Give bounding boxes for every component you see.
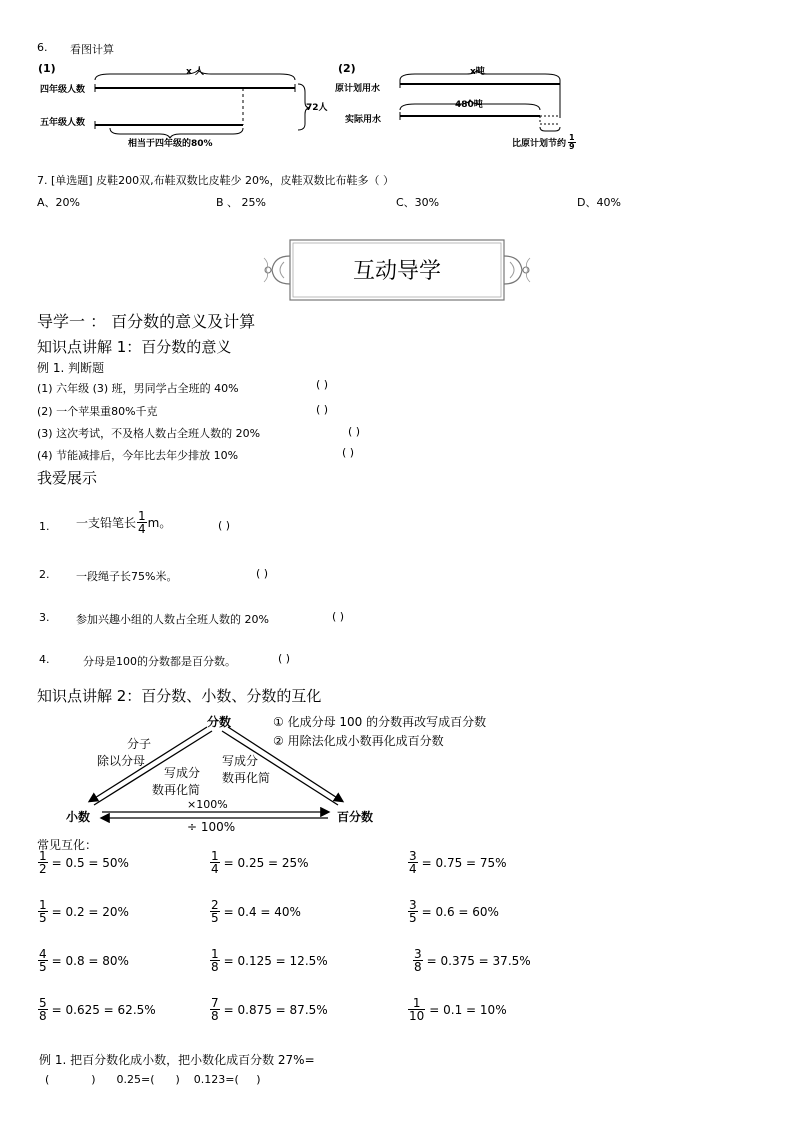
conversion-value: = 0.625 = 62.5% bbox=[51, 1002, 156, 1017]
conversion-value: = 0.875 = 87.5% bbox=[223, 1002, 328, 1017]
q6-p1-note: 相当于四年级的80% bbox=[128, 139, 213, 149]
fraction-numerator: 3 bbox=[409, 849, 417, 863]
show-4-number: 4. bbox=[39, 653, 50, 666]
show-answer-2[interactable]: ( ) bbox=[256, 567, 269, 580]
judge-item-1: (1) 六年级 (3) 班，男同学占全班的 40% bbox=[37, 382, 239, 395]
conversion-fraction bbox=[38, 899, 48, 924]
conversion-value: = 0.2 = 20% bbox=[51, 904, 129, 919]
q6-p1-row1-label: 四年级人数 bbox=[40, 85, 86, 95]
show-title: 我爱展示 bbox=[37, 469, 98, 487]
conversion-value: = 0.5 = 50% bbox=[51, 855, 129, 870]
show-answer-4[interactable]: ( ) bbox=[278, 652, 291, 665]
diagram-right-label-2: 数再化简 bbox=[222, 771, 271, 785]
conversion-item bbox=[210, 899, 301, 924]
fraction-numerator: 5 bbox=[39, 996, 47, 1010]
q6-p2-label: (2) bbox=[338, 62, 356, 75]
show-1-text-pre: 一支铅笔长 bbox=[76, 516, 137, 530]
q6-p1-total-label: 72人 bbox=[306, 103, 328, 113]
fraction-denominator: 5 bbox=[211, 911, 219, 925]
diagram-top-fraction: 分数 bbox=[207, 715, 232, 729]
fraction-denominator: 8 bbox=[211, 1009, 219, 1023]
show-answer-1[interactable]: ( ) bbox=[218, 519, 231, 532]
conversion-fraction bbox=[210, 948, 220, 973]
fraction-numerator: 1 bbox=[39, 849, 47, 863]
section2-title: 知识点讲解 2：百分数、小数、分数的互化 bbox=[37, 687, 322, 705]
diagram-left-decimal: 小数 bbox=[66, 810, 91, 824]
q6-title: 看图计算 bbox=[70, 43, 114, 56]
conversion-value: = 0.4 = 40% bbox=[223, 904, 301, 919]
conversion-fraction bbox=[408, 850, 418, 875]
show-1-text bbox=[76, 510, 171, 535]
fraction-numerator: 1 bbox=[408, 997, 425, 1010]
q6-p2-note bbox=[512, 134, 576, 151]
show-4-text: 分母是100的分数都是百分数。 bbox=[83, 655, 236, 668]
diagram-center-label-2: 数再化简 bbox=[152, 783, 201, 797]
conversion-item bbox=[210, 850, 309, 875]
conversion-fraction bbox=[38, 850, 48, 875]
show-answer-3[interactable]: ( ) bbox=[332, 610, 345, 623]
conversion-item bbox=[38, 850, 129, 875]
fraction-numerator: 7 bbox=[211, 996, 219, 1010]
q7-option-c[interactable]: C、30% bbox=[396, 196, 440, 209]
conversion-value: = 0.1 = 10% bbox=[429, 1002, 507, 1017]
fraction-numerator: 3 bbox=[414, 947, 422, 961]
diagram-multiply-label: ×100% bbox=[187, 798, 228, 811]
diagram-note-1: ① 化成分母 100 的分数再改写成百分数 bbox=[273, 715, 487, 729]
conversion-item bbox=[408, 850, 507, 875]
judge-item-2: (2) 一个苹果重80%千克 bbox=[37, 405, 158, 418]
diagram-right-percent: 百分数 bbox=[337, 810, 374, 824]
diagram-center-label-1: 写成分 bbox=[164, 766, 201, 780]
section1-example: 例 1. 判断题 bbox=[37, 361, 105, 375]
q6-p1-label: (1) bbox=[38, 62, 56, 75]
conversion-item bbox=[38, 948, 129, 973]
conversion-fraction bbox=[408, 997, 425, 1022]
conversion-value: = 0.375 = 37.5% bbox=[426, 953, 531, 968]
section1-knowledge-1: 知识点讲解 1：百分数的意义 bbox=[37, 338, 232, 356]
q6-p2-diagram bbox=[395, 70, 575, 135]
conversion-fraction bbox=[413, 948, 423, 973]
fraction-denominator: 9 bbox=[569, 142, 575, 151]
q6-p2-x-label: x吨 bbox=[470, 67, 485, 77]
conversion-fraction bbox=[38, 948, 48, 973]
show-1-number: 1. bbox=[39, 520, 50, 533]
example-conversion-line: 例 1. 把百分数化成小数，把小数化成百分数 27%= bbox=[39, 1053, 315, 1067]
fraction-numerator: 1 bbox=[569, 133, 575, 142]
conversion-item bbox=[38, 899, 129, 924]
common-conversions-title: 常见互化： bbox=[37, 838, 98, 852]
fraction-numerator: 4 bbox=[39, 947, 47, 961]
fraction-denominator: 4 bbox=[138, 522, 146, 536]
conversion-item bbox=[408, 997, 507, 1022]
conversion-value: = 0.8 = 80% bbox=[51, 953, 129, 968]
diagram-right-label-1: 写成分 bbox=[222, 754, 259, 768]
show-3-number: 3. bbox=[39, 611, 50, 624]
q6-p2-row1-label: 原计划用水 bbox=[335, 84, 381, 94]
fraction-numerator: 1 bbox=[211, 947, 219, 961]
q7-option-a[interactable]: A、20% bbox=[37, 196, 80, 209]
fraction-numerator: 1 bbox=[211, 849, 219, 863]
conversion-item bbox=[210, 997, 328, 1022]
q6-p1-x-label: x 人 bbox=[186, 67, 204, 77]
q6-number: 6. bbox=[37, 41, 48, 54]
conversion-fraction bbox=[408, 899, 418, 924]
fraction-denominator: 8 bbox=[211, 960, 219, 974]
conversion-fraction bbox=[210, 850, 220, 875]
conversion-value: = 0.75 = 75% bbox=[421, 855, 507, 870]
fraction-numerator: 1 bbox=[138, 509, 146, 523]
conversion-item bbox=[210, 948, 328, 973]
fraction-denominator: 8 bbox=[414, 960, 422, 974]
q6-p1-diagram bbox=[90, 70, 320, 150]
diagram-divide-label: ÷ 100% bbox=[187, 820, 236, 834]
q7-option-d[interactable]: D、40% bbox=[577, 196, 621, 209]
conversion-item bbox=[38, 997, 156, 1022]
conversion-value: = 0.6 = 60% bbox=[421, 904, 499, 919]
fraction-denominator: 2 bbox=[39, 862, 47, 876]
judge-answer-4[interactable]: ( ) bbox=[342, 446, 355, 459]
conversion-item bbox=[413, 948, 531, 973]
judge-answer-3[interactable]: ( ) bbox=[348, 425, 361, 438]
fraction-numerator: 2 bbox=[211, 898, 219, 912]
fraction-denominator: 5 bbox=[39, 960, 47, 974]
q6-p2-row2-label: 实际用水 bbox=[345, 115, 382, 125]
judge-item-4: (4) 节能减排后，今年比去年少排放 10% bbox=[37, 449, 239, 462]
q6-p2-note-text: 比原计划节约 bbox=[512, 139, 567, 149]
judge-answer-1[interactable]: ( ) bbox=[316, 378, 329, 391]
conversion-value: = 0.25 = 25% bbox=[223, 855, 309, 870]
q6-p2-mid-label: 480吨 bbox=[455, 100, 483, 110]
conversion-item bbox=[408, 899, 499, 924]
q7-option-b[interactable]: B 、 25% bbox=[216, 196, 266, 209]
section1-title: 导学一 ： 百分数的意义及计算 bbox=[37, 312, 256, 331]
q6-p1-row2-label: 五年级人数 bbox=[40, 118, 86, 128]
fraction-denominator: 4 bbox=[409, 862, 417, 876]
diagram-note-2: ② 用除法化成小数再化成百分数 bbox=[273, 734, 444, 748]
q6-p2-note-fraction bbox=[568, 134, 576, 151]
banner-title: 互动导学 bbox=[352, 259, 441, 284]
conversion-fraction bbox=[38, 997, 48, 1022]
q7-question: 7. [单选题] 皮鞋200双,布鞋双数比皮鞋少 20%，皮鞋双数比布鞋多（ ） bbox=[37, 174, 395, 187]
show-1-fraction bbox=[137, 510, 147, 535]
conversion-value: = 0.125 = 12.5% bbox=[223, 953, 328, 968]
example-conversion-answers[interactable]: ( ) 0.25=( ) 0.123=( ) bbox=[45, 1073, 261, 1086]
show-3-text: 参加兴趣小组的人数占全班人数的 20% bbox=[76, 613, 269, 626]
show-1-text-post: m。 bbox=[147, 516, 172, 530]
fraction-numerator: 1 bbox=[39, 898, 47, 912]
fraction-denominator: 10 bbox=[409, 1009, 425, 1023]
conversion-fraction bbox=[210, 899, 220, 924]
diagram-left-label-1: 分子 bbox=[127, 737, 152, 751]
judge-answer-2[interactable]: ( ) bbox=[316, 403, 329, 416]
fraction-denominator: 5 bbox=[409, 911, 417, 925]
fraction-denominator: 8 bbox=[39, 1009, 47, 1023]
fraction-numerator: 3 bbox=[409, 898, 417, 912]
conversion-fraction bbox=[210, 997, 220, 1022]
diagram-left-label-2: 除以分母 bbox=[97, 754, 146, 768]
fraction-denominator: 4 bbox=[211, 862, 219, 876]
show-2-text: 一段绳子长75%米。 bbox=[76, 570, 178, 583]
fraction-denominator: 5 bbox=[39, 911, 47, 925]
show-2-number: 2. bbox=[39, 568, 50, 581]
judge-item-3: (3) 这次考试，不及格人数占全班人数的 20% bbox=[37, 427, 261, 440]
